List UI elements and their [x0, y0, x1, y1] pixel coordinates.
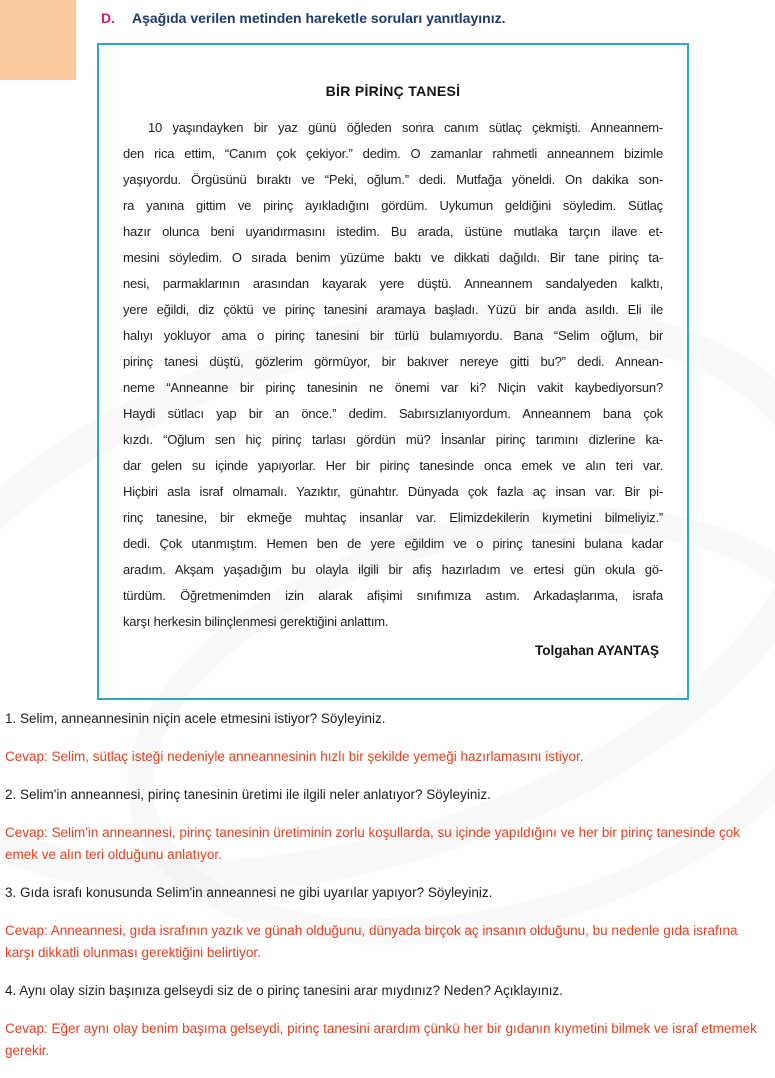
passage-body: [123, 115, 663, 635]
passage-line: halıyı yokluyor ama o pirinç tanesini bir türlü bulamıyordu. Bana “Selim oğlum, bir: [123, 328, 663, 343]
passage-line: den rica ettim, “Canım çok çekiyor.” dedim. O zamanlar rahmetli anneannem bizimle: [123, 146, 663, 161]
passage-line: rinç tanesine, bir ekmeğe muhtaç insanlar var. Elimizdekilerin kıymetini bilmeliyiz.”: [123, 510, 663, 525]
answer-2: Cevap: Selim'in anneannesi, pirinç tanesinin üretiminin zorlu koşullarda, su içinde yapıldığını ve her bir pirinç tanesinde çok emek ve alın teri olduğunu anlatıyor.: [5, 825, 740, 862]
passage-line: Haydi sütlacı yap bir an önce.” dedim. Sabırsızlanıyordum. Anneannem bana çok: [123, 406, 663, 421]
passage-line: dar gelen su içinde yapıyorlar. Her bir pirinç tanesinde onca emek ve alın teri var.: [123, 458, 663, 473]
passage-line: karşı herkesin bilinçlenmesi gerektiğini anlattım.: [123, 614, 389, 629]
question-3: 3. Gıda israfı konusunda Selim'in anneannesi ne gibi uyarılar yapıyor? Söyleyiniz.: [5, 885, 493, 900]
passage-line: dedi. Çok utanmıştım. Hemen ben de yere eğildim ve o pirinç tanesini bulana kadar: [123, 536, 663, 551]
passage-line: hazır olunca beni uyandırmasını istedim. Bu arada, üstüne mutlaka tarçın ilave et-: [123, 224, 663, 239]
question-4: 4. Aynı olay sizin başınıza gelseydi siz de o pirinç tanesini arar mıydınız? Neden? Açıklayınız.: [5, 983, 564, 998]
answer-3: Cevap: Anneannesi, gıda israfının yazık ve günah olduğunu, dünyada birçok aç insanın olduğunu, bu nedenle gıda israfına karşı dikkatli olunması gerektiğini belirtiyor.: [5, 923, 738, 960]
passage-author: Tolgahan AYANTAŞ: [534, 643, 659, 658]
passage-line: kızdı. “Oğlum sen hiç pirinç tarlası gördün mü? İnsanlar pirinç tarımını dizlerine ka-: [123, 432, 663, 447]
decor-corner-block: [0, 0, 76, 80]
question-1: 1. Selim, anneannesinin niçin acele etmesini istiyor? Söyleyiniz.: [5, 711, 386, 726]
passage-line: neme “Anneanne bir pirinç tanesinin ne önemi var ki? Niçin vakit kaybediyorsun?: [123, 380, 663, 395]
passage-line: ra yanına gittim ve pirinç ayıkladığını gördüm. Uykumun geldiğini söyledim. Sütlaç: [123, 198, 663, 213]
passage-line: 10 yaşındayken bir yaz günü öğleden sonra canım sütlaç çekmişti. Anneannem-: [148, 120, 663, 135]
passage-line: Hiçbiri asla israf olmamalı. Yazıktır, günahtır. Dünyada çok fazla aç insan var. Bir pi-: [123, 484, 663, 499]
passage-title: BİR PİRİNÇ TANESİ: [325, 83, 461, 99]
answer-1: Cevap: Selim, sütlaç isteği nedeniyle anneannesinin hızlı bir şekilde yemeği hazırlamasını istiyor.: [5, 749, 584, 764]
section-letter: D.: [101, 10, 115, 26]
passage-line: nesi, parmaklarının arasından kayarak yere düştü. Anneannem sandalyeden kalktı,: [123, 276, 663, 291]
answer-4: Cevap: Eğer aynı olay benim başıma gelseydi, pirinç tanesini arardım çünkü her bir gıdanın kıymetini bilmek ve israf etmemek gerekir.: [5, 1021, 757, 1058]
section-instruction: Aşağıda verilen metinden hareketle soruları yanıtlayınız.: [132, 10, 506, 26]
passage-box: [97, 43, 689, 700]
questions-section: [5, 708, 770, 1078]
passage-line: yaşıyordu. Örgüsünü bıraktı ve “Peki, oğlum.” dedi. Mutfağa yöneldi. On dakika son-: [123, 172, 663, 187]
passage-line: yere eğildi, diz çöktü ve pirinç tanesini aramaya başladı. Yüzü bir anda asıldı. Eli ile: [123, 302, 663, 317]
passage-line: pirinç tanesi düştü, gözlerim görmüyor, bir bakıver nereye gitti bu?” dedi. Annean-: [123, 354, 663, 369]
section-header: [101, 9, 505, 27]
passage-line: mesini söyledim. O sırada benim yüzüme baktı ve dikkati dağıldı. Bir tane pirinç ta-: [123, 250, 663, 265]
question-2: 2. Selim'in anneannesi, pirinç tanesinin üretimi ile ilgili neler anlatıyor? Söyleyiniz.: [5, 787, 491, 802]
passage-line: aradım. Akşam yaşadığım bu olayla ilgili bir afiş hazırladım ve ertesi gün okula gö-: [123, 562, 663, 577]
passage-line: türdüm. Öğretmenimden izin alarak afişimi sınıfımıza astım. Arkadaşlarıma, israfa: [123, 588, 663, 603]
